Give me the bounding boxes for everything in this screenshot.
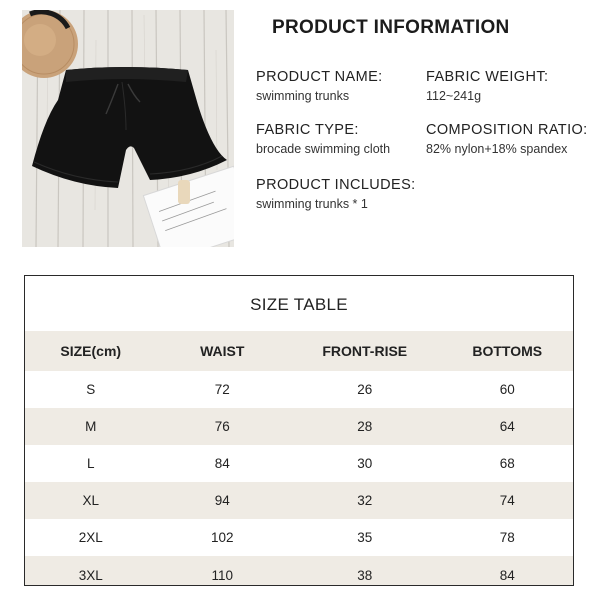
product-name-label: PRODUCT NAME: (256, 69, 383, 85)
fabric-type-label: FABRIC TYPE: (256, 122, 359, 138)
cell-front-rise: 26 (357, 382, 373, 397)
table-row (25, 371, 573, 408)
cell-size: XL (25, 482, 157, 519)
product-includes-field (256, 177, 416, 212)
cell-waist: 84 (214, 456, 230, 471)
cell-bottoms: 60 (499, 382, 515, 397)
composition-ratio-field (426, 122, 588, 157)
product-photo (22, 10, 234, 247)
cell-waist: 94 (157, 482, 289, 519)
cell-front-rise: 35 (357, 530, 373, 545)
fabric-weight-label: FABRIC WEIGHT: (426, 69, 549, 85)
cell-bottoms: 84 (441, 556, 573, 586)
cell-front-rise: 28 (288, 408, 441, 445)
cell-size: M (25, 408, 157, 445)
table-row (25, 556, 573, 586)
cell-waist: 110 (157, 556, 289, 586)
cell-waist: 72 (214, 382, 230, 397)
fabric-weight-field (426, 69, 548, 104)
product-includes-label: PRODUCT INCLUDES: (256, 177, 416, 193)
cell-size: 3XL (25, 556, 157, 586)
size-table-title: SIZE TABLE (250, 295, 348, 314)
cell-bottoms: 74 (441, 482, 573, 519)
fabric-type-value: brocade swimming cloth (256, 142, 391, 156)
product-name-field (256, 69, 383, 104)
header-bottoms: BOTTOMS (441, 331, 573, 371)
size-table-header-row (25, 331, 573, 371)
cell-front-rise: 30 (357, 456, 373, 471)
product-includes-value: swimming trunks * 1 (256, 197, 368, 211)
header-front-rise: FRONT-RISE (288, 331, 441, 371)
fabric-type-field (256, 122, 390, 157)
table-row (25, 445, 573, 482)
cell-bottoms: 78 (499, 530, 515, 545)
header-size: SIZE(cm) (25, 331, 157, 371)
cell-bottoms: 64 (441, 408, 573, 445)
cell-front-rise: 38 (288, 556, 441, 586)
cell-bottoms: 68 (499, 456, 515, 471)
size-table (25, 331, 573, 586)
size-table-panel (24, 275, 574, 586)
black-swim-shorts-photo (22, 10, 234, 247)
fabric-weight-value: 112~241g (426, 89, 482, 103)
cell-waist: 76 (157, 408, 289, 445)
cell-size: 2XL (78, 530, 103, 545)
table-row (25, 482, 573, 519)
composition-ratio-value: 82% nylon+18% spandex (426, 142, 568, 156)
table-row (25, 519, 573, 556)
product-name-value: swimming trunks (256, 89, 350, 103)
product-info-title: PRODUCT INFORMATION (272, 17, 510, 38)
table-row (25, 408, 573, 445)
cell-size: L (87, 456, 95, 471)
cell-front-rise: 32 (288, 482, 441, 519)
cell-size: S (86, 382, 96, 397)
composition-ratio-label: COMPOSITION RATIO: (426, 122, 588, 138)
header-waist: WAIST (157, 331, 289, 371)
cell-waist: 102 (211, 530, 234, 545)
